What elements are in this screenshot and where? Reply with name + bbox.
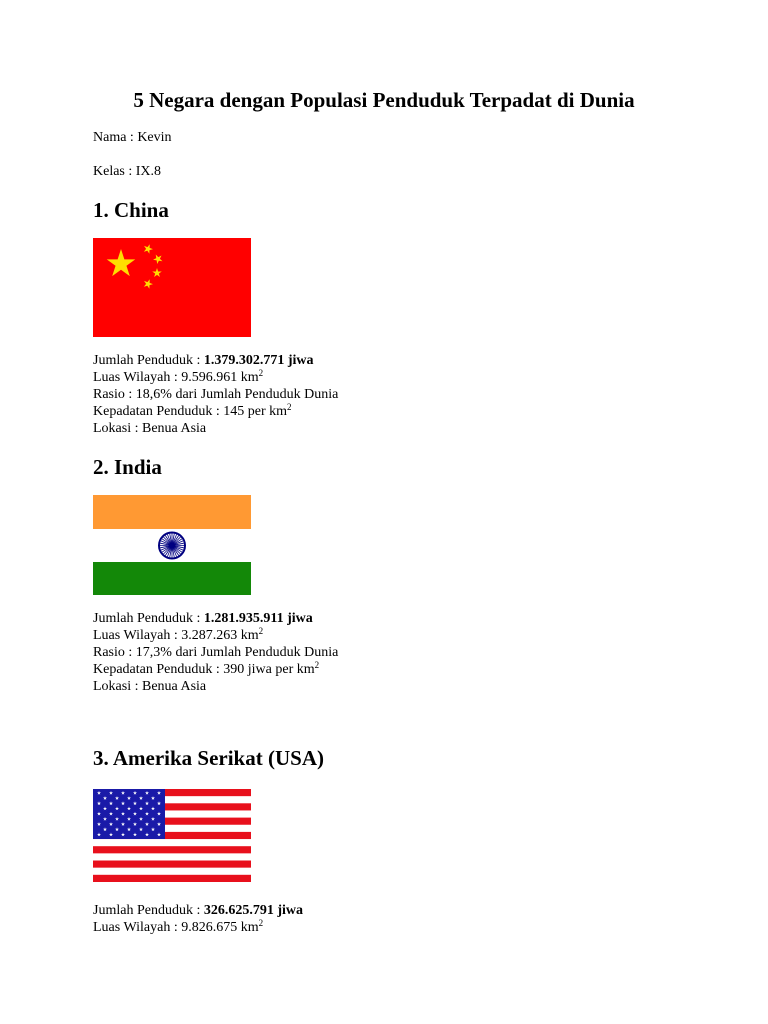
- country-info-china: [93, 352, 338, 437]
- location-row: Lokasi : Benua Asia: [93, 421, 207, 436]
- area-row: Luas Wilayah : 3.287.263 $km^2$: [93, 626, 264, 643]
- student-class: Kelas : IX.8: [93, 164, 162, 179]
- page-title: 5 Negara dengan Populasi Penduduk Terpadat di Dunia: [133, 88, 635, 112]
- population-value: 1.281.935.911 jiwa: [203, 611, 313, 626]
- area-row: Luas Wilayah : 9.596.961 $km^2$: [93, 368, 264, 385]
- area-row: Luas Wilayah : 9.826.675 $km^2$: [93, 918, 264, 935]
- usa-flag-icon: [93, 789, 251, 882]
- ratio-row: Rasio : 17,3% dari Jumlah Penduduk Dunia: [93, 645, 339, 660]
- population-row: Jumlah Penduduk : 326.625.791 jiwa: [93, 903, 304, 918]
- location-row: Lokasi : Benua Asia: [93, 679, 207, 694]
- density-row: Kepadatan Penduduk : 145 per $km^2$: [93, 402, 292, 419]
- population-row: Jumlah Penduduk : 1.281.935.911 jiwa: [93, 611, 313, 626]
- density-row: Kepadatan Penduduk : 390 jiwa per $km^2$: [93, 660, 320, 677]
- population-value: 326.625.791 jiwa: [203, 903, 304, 918]
- country-heading-usa: 3. Amerika Serikat (USA): [93, 746, 324, 770]
- population-value: 1.379.302.771 jiwa: [203, 353, 314, 368]
- country-info-india: [93, 610, 338, 695]
- india-flag-icon: [93, 495, 251, 595]
- china-flag-icon: [93, 238, 251, 337]
- student-name: Nama : Kevin: [93, 130, 172, 145]
- ratio-row: Rasio : 18,6% dari Jumlah Penduduk Dunia: [93, 387, 339, 402]
- country-heading-china: 1. China: [93, 198, 169, 222]
- country-heading-india: 2. India: [93, 455, 162, 479]
- population-row: Jumlah Penduduk : 1.379.302.771 jiwa: [93, 353, 314, 368]
- country-info-usa: [93, 902, 303, 936]
